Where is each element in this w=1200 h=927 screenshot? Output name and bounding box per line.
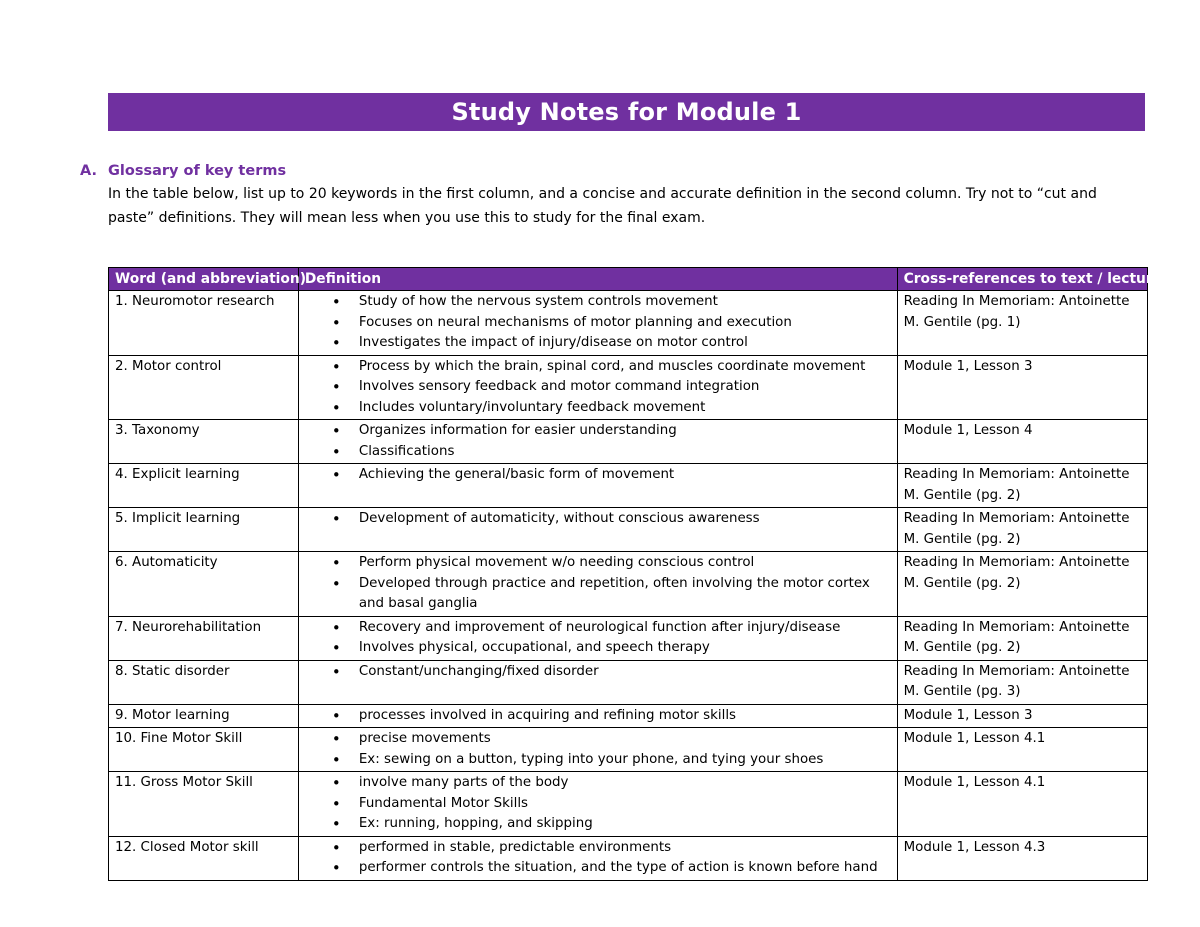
term-cell: 7. Neurorehabilitation <box>109 616 299 660</box>
cross-reference-cell: Reading In Memoriam: Antoinette M. Gentile (pg. 2) <box>897 616 1147 660</box>
cross-reference-cell: Reading In Memoriam: Antoinette M. Gentile (pg. 1) <box>897 291 1147 356</box>
definition-list <box>305 292 891 354</box>
definition-item: • Fundamental Motor Skills <box>305 794 891 815</box>
definition-item: • Development of automaticity, without conscious awareness <box>305 509 891 530</box>
definition-list <box>305 553 891 615</box>
table-row <box>109 552 1148 617</box>
term-cell: 2. Motor control <box>109 355 299 420</box>
term-cell: 10. Fine Motor Skill <box>109 728 299 772</box>
term-cell: 6. Automaticity <box>109 552 299 617</box>
table-body <box>109 291 1148 881</box>
definition-item: • Includes voluntary/involuntary feedback movement <box>305 398 891 419</box>
term-cell: 1. Neuromotor research <box>109 291 299 356</box>
definition-item: • Recovery and improvement of neurological function after injury/disease <box>305 618 891 639</box>
table-row <box>109 704 1148 728</box>
definition-item: • Classifications <box>305 442 891 463</box>
table-row <box>109 836 1148 880</box>
section-heading <box>80 160 1150 182</box>
table-row <box>109 508 1148 552</box>
cross-reference-cell: Module 1, Lesson 4 <box>897 420 1147 464</box>
definition-item: • precise movements <box>305 729 891 750</box>
definition-list <box>305 618 891 659</box>
definition-item: • performer controls the situation, and the type of action is known before hand <box>305 858 891 879</box>
definition-cell <box>298 552 897 617</box>
header-cross-references: Cross-references to text / lectures <box>897 268 1147 291</box>
definition-item: • Constant/unchanging/fixed disorder <box>305 662 891 683</box>
table-row <box>109 291 1148 356</box>
cross-reference-cell: Module 1, Lesson 4.1 <box>897 728 1147 772</box>
cross-reference-cell: Reading In Memoriam: Antoinette M. Gentile (pg. 2) <box>897 464 1147 508</box>
cross-reference-cell: Reading In Memoriam: Antoinette M. Gentile (pg. 2) <box>897 552 1147 617</box>
definition-item: • involve many parts of the body <box>305 773 891 794</box>
definition-cell <box>298 420 897 464</box>
definition-cell <box>298 616 897 660</box>
term-cell: 5. Implicit learning <box>109 508 299 552</box>
definition-cell <box>298 704 897 728</box>
table-row <box>109 464 1148 508</box>
definition-cell <box>298 355 897 420</box>
definition-cell <box>298 728 897 772</box>
table-header-row <box>109 268 1148 291</box>
definition-cell <box>298 291 897 356</box>
definition-item: • performed in stable, predictable environments <box>305 838 891 859</box>
definition-list <box>305 729 891 770</box>
definition-list <box>305 662 891 683</box>
definition-list <box>305 706 891 727</box>
table-row <box>109 616 1148 660</box>
table-row <box>109 355 1148 420</box>
definition-cell <box>298 836 897 880</box>
definition-cell <box>298 660 897 704</box>
definition-item: • Involves sensory feedback and motor command integration <box>305 377 891 398</box>
definition-item: • Organizes information for easier understanding <box>305 421 891 442</box>
cross-reference-cell: Reading In Memoriam: Antoinette M. Gentile (pg. 3) <box>897 660 1147 704</box>
section-heading-text: Glossary of key terms <box>108 163 287 179</box>
document-title: Study Notes for Module 1 <box>108 93 1145 131</box>
definition-item: • processes involved in acquiring and refining motor skills <box>305 706 891 727</box>
definition-item: • Achieving the general/basic form of movement <box>305 465 891 486</box>
cross-reference-cell: Reading In Memoriam: Antoinette M. Gentile (pg. 2) <box>897 508 1147 552</box>
definition-list <box>305 465 891 486</box>
definition-cell <box>298 508 897 552</box>
term-cell: 3. Taxonomy <box>109 420 299 464</box>
definition-item: • Focuses on neural mechanisms of motor planning and execution <box>305 313 891 334</box>
section-letter: A. <box>80 163 97 179</box>
definition-list <box>305 773 891 835</box>
definition-list <box>305 357 891 419</box>
definition-list <box>305 421 891 462</box>
definition-item: • Perform physical movement w/o needing conscious control <box>305 553 891 574</box>
definition-list <box>305 838 891 879</box>
cross-reference-cell: Module 1, Lesson 3 <box>897 704 1147 728</box>
cross-reference-cell: Module 1, Lesson 3 <box>897 355 1147 420</box>
header-word: Word (and abbreviation) <box>109 268 299 291</box>
term-cell: 4. Explicit learning <box>109 464 299 508</box>
term-cell: 8. Static disorder <box>109 660 299 704</box>
cross-reference-cell: Module 1, Lesson 4.1 <box>897 772 1147 837</box>
definition-item: • Ex: sewing on a button, typing into your phone, and tying your shoes <box>305 750 891 771</box>
term-cell: 12. Closed Motor skill <box>109 836 299 880</box>
section-instructions: In the table below, list up to 20 keywords in the first column, and a concise and accurate definition in the second column. Try not to “cut and paste” definitions. They will mean less when you use this to study for the final exam. <box>108 186 1097 226</box>
cross-reference-cell: Module 1, Lesson 4.3 <box>897 836 1147 880</box>
table-row <box>109 728 1148 772</box>
definition-cell <box>298 772 897 837</box>
header-definition: Definition <box>298 268 897 291</box>
definition-cell <box>298 464 897 508</box>
definition-item: • Developed through practice and repetition, often involving the motor cortex and basal ganglia <box>305 574 891 615</box>
definition-list <box>305 509 891 530</box>
glossary-table <box>108 267 1171 881</box>
term-cell: 9. Motor learning <box>109 704 299 728</box>
definition-item: • Study of how the nervous system controls movement <box>305 292 891 313</box>
definition-item: • Process by which the brain, spinal cord, and muscles coordinate movement <box>305 357 891 378</box>
table-row <box>109 420 1148 464</box>
definition-item: • Investigates the impact of injury/disease on motor control <box>305 333 891 354</box>
definition-item: • Ex: running, hopping, and skipping <box>305 814 891 835</box>
definition-item: • Involves physical, occupational, and speech therapy <box>305 638 891 659</box>
term-cell: 11. Gross Motor Skill <box>109 772 299 837</box>
table-row <box>109 772 1148 837</box>
table-row <box>109 660 1148 704</box>
glossary-section <box>80 160 1150 230</box>
